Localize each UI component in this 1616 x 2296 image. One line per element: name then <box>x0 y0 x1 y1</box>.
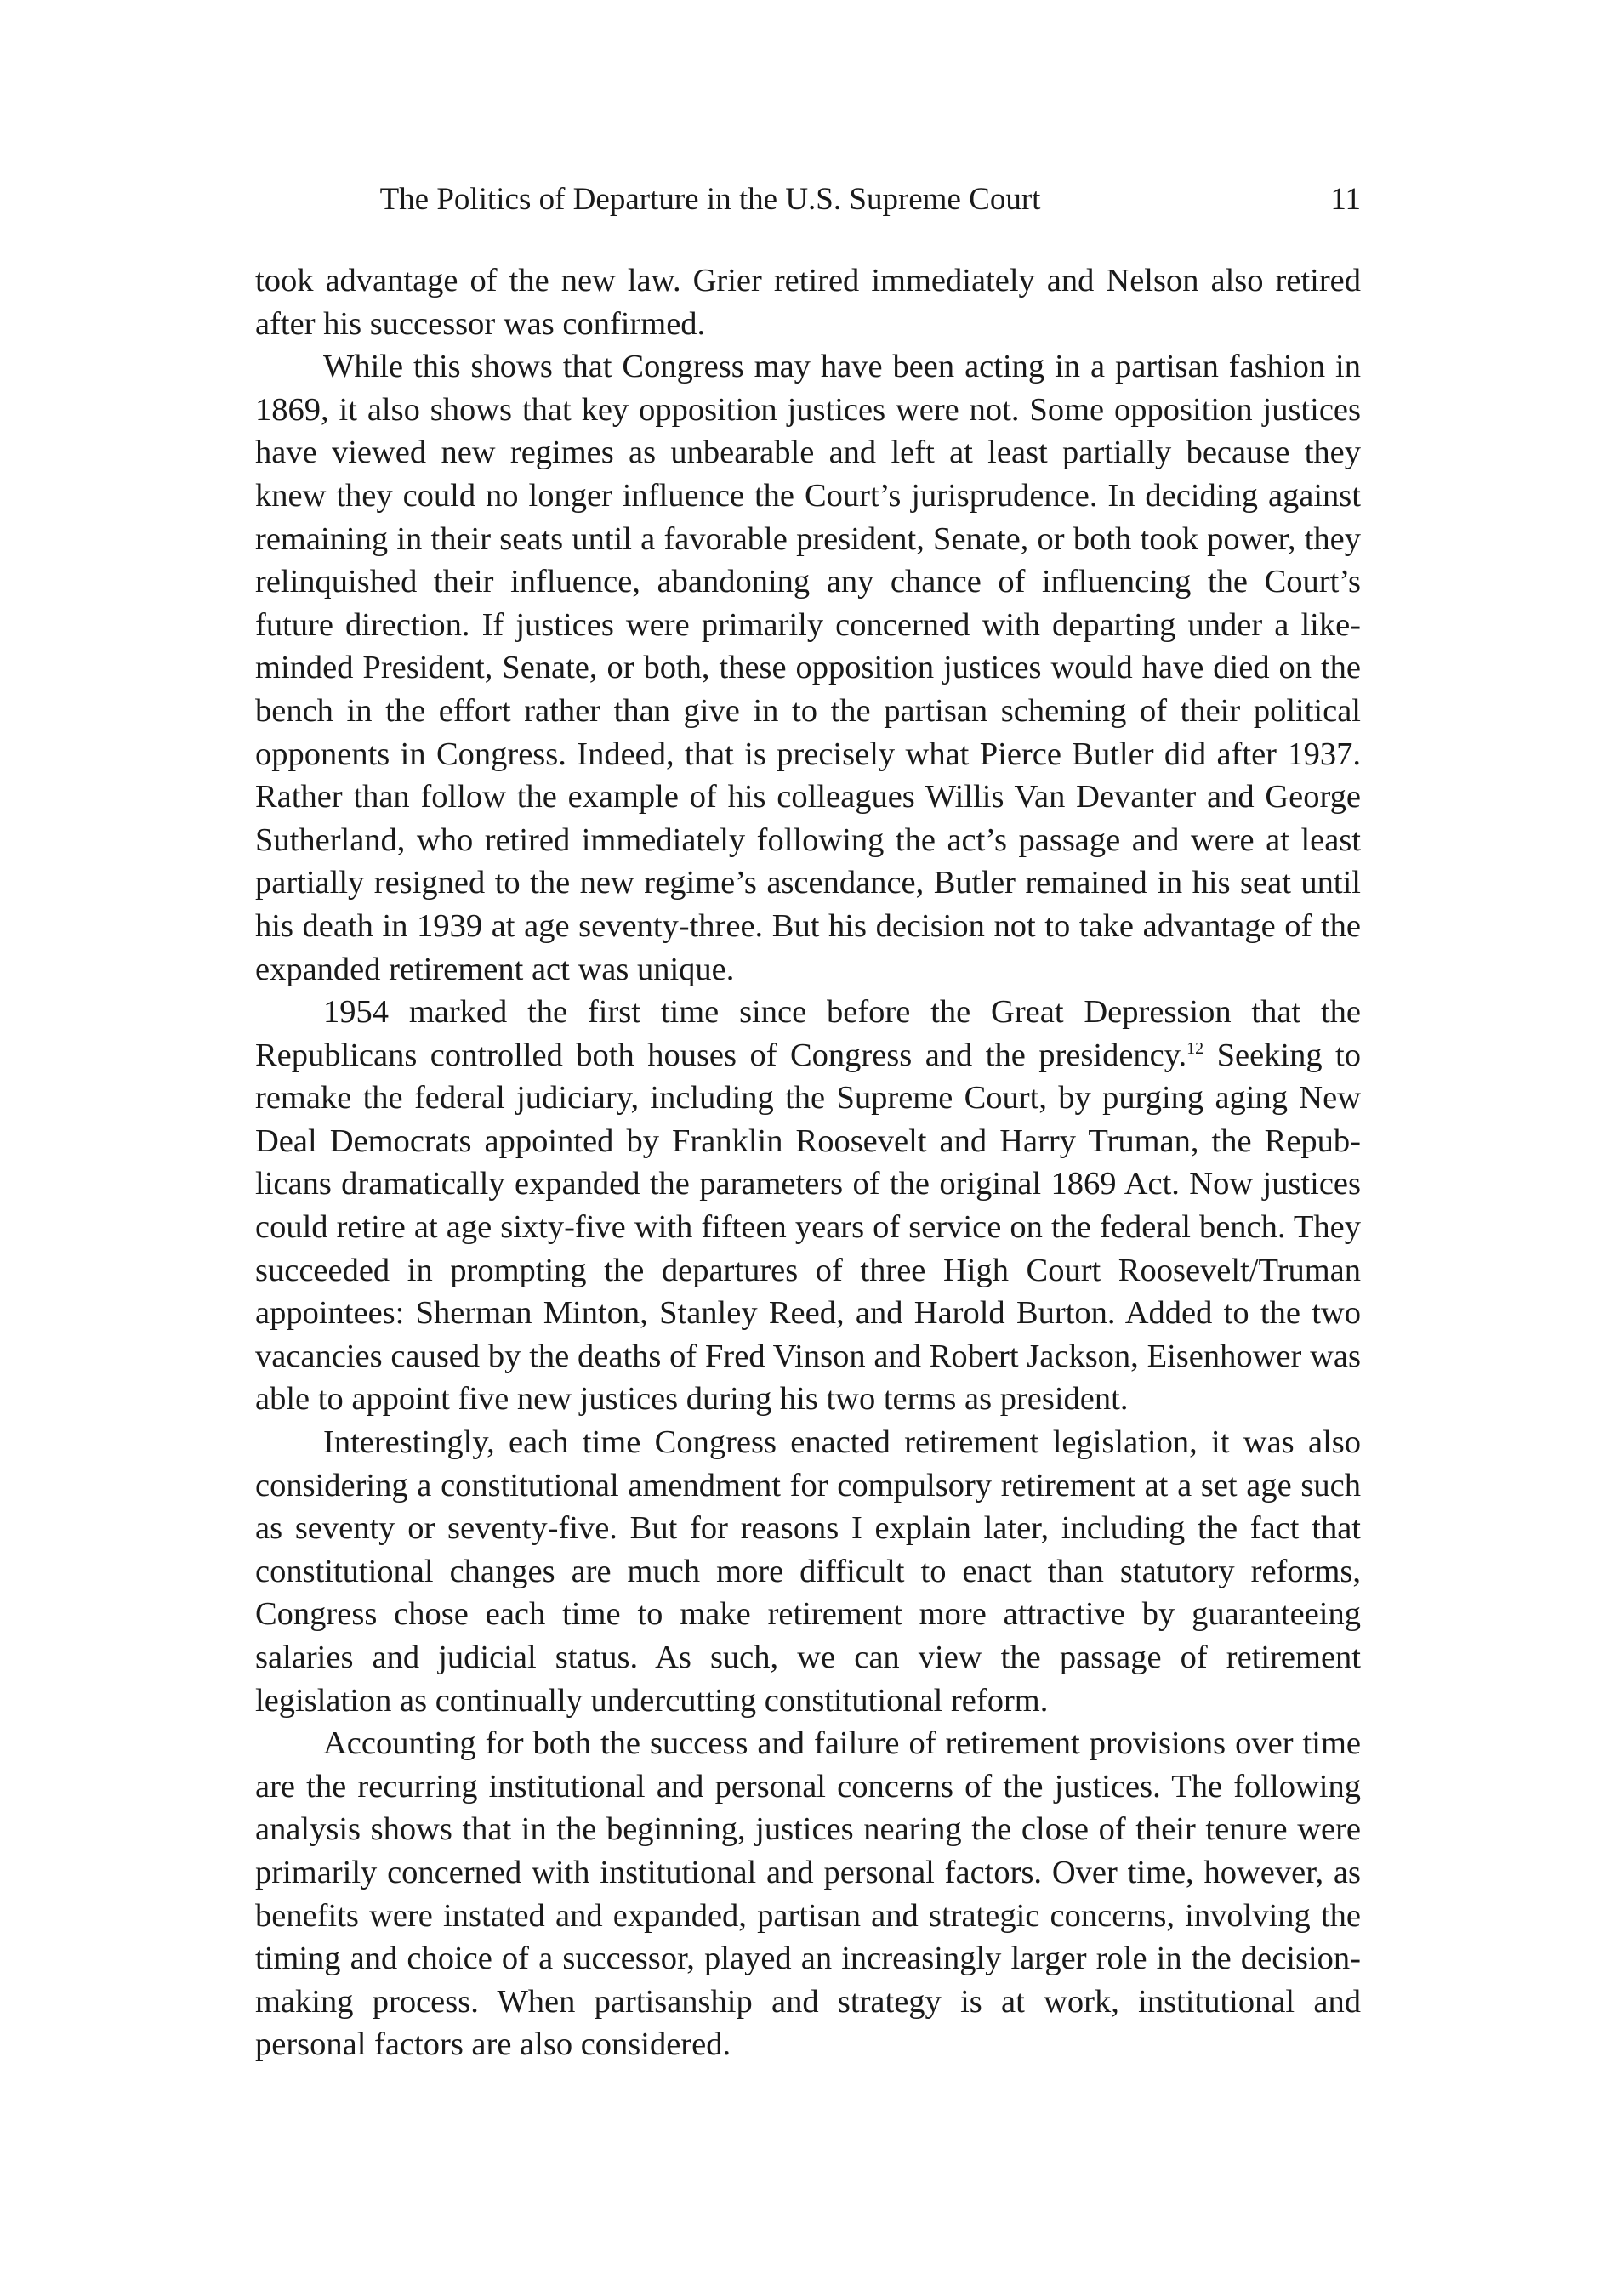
paragraph-with-note <box>255 991 1361 1421</box>
paragraph-text: Seeking to remake the federal judiciary, including the Supreme Court, by purging aging New Deal Democrats appointed by Franklin Roosevelt and Harry Truman, the Republicans dramatically expanded the parameters of the original 1869 Act. Now justices could retire at age sixty-five with fifteen years of service on the federal bench. They succeeded in prompting the departures of three High Court Roosevelt/Truman appointees: Sherman Minton, Stanley Reed, and Harold Burton. Added to the two vacancies caused by the deaths of Fred Vinson and Robert Jackson, Eisenhower was able to appoint five new justices during his two terms as president. <box>255 1037 1361 1418</box>
paragraph-continued: took advantage of the new law. Grier retired immediately and Nelson also retired after his successor was confirmed. <box>255 263 1361 342</box>
body-text <box>255 259 1361 2066</box>
paragraph: Accounting for both the success and failure of retirement provisions over time are the recurring institutional and personal concerns of the justices. The following analysis shows that in the beginning, justices nearing the close of their tenure were primarily concerned with institutional and personal factors. Over time, however, as benefits were instated and expanded, partisan and strategic concerns, involving the timing and choice of a successor, played an increasingly larger role in the decision-making process. When partisanship and strategy is at work, institutional and personal factors are also considered. <box>255 1725 1361 2063</box>
footnote-reference[interactable]: 12 <box>1186 1038 1204 1058</box>
paragraph-text: 1954 marked the first time since before the Great Depression that the Republicans controlled both houses of Congress and the presidency. <box>255 994 1361 1073</box>
running-head <box>255 174 1361 225</box>
running-head-title: The Politics of Departure in the U.S. Supreme Court <box>379 182 1041 217</box>
paragraph: Interestingly, each time Congress enacted retirement legislation, it was also considering a constitutional amendment for compulsory retirement at a set age such as seventy or seventy-five. But for reasons I explain later, including the fact that constitutional changes are much more difficult to enact than statutory reforms, Congress chose each time to make retirement more attractive by guaranteeing salaries and judicial status. As such, we can view the passage of retirement legislation as continually undercutting constitutional reform. <box>255 1424 1361 1719</box>
page-number: 11 <box>1330 182 1361 217</box>
paragraph: While this shows that Congress may have been acting in a partisan fashion in 1869, it also shows that key opposition justices were not. Some opposition justices have viewed new regimes as unbearable and left at least partially because they knew they could no longer influence the Court’s jurisprudence. In deciding against remaining in their seats until a favorable president, Senate, or both took power, they relinquished their influence, abandoning any chance of influencing the Court’s future direction. If justices were primarily concerned with departing under a like-minded President, Senate, or both, these opposition justices would have died on the bench in the effort rather than give in to the partisan scheming of their political opponents in Congress. Indeed, that is precisely what Pierce Butler did after 1937. Rather than follow the example of his colleagues Willis Van Devanter and George Sutherland, who retired immediately following the act’s passage and were at least partially resigned to the new regime’s ascendance, Butler remained in his seat until his death in 1939 at age seventy-three. But his decision not to take advantage of the expanded retirement act was unique. <box>255 349 1361 987</box>
